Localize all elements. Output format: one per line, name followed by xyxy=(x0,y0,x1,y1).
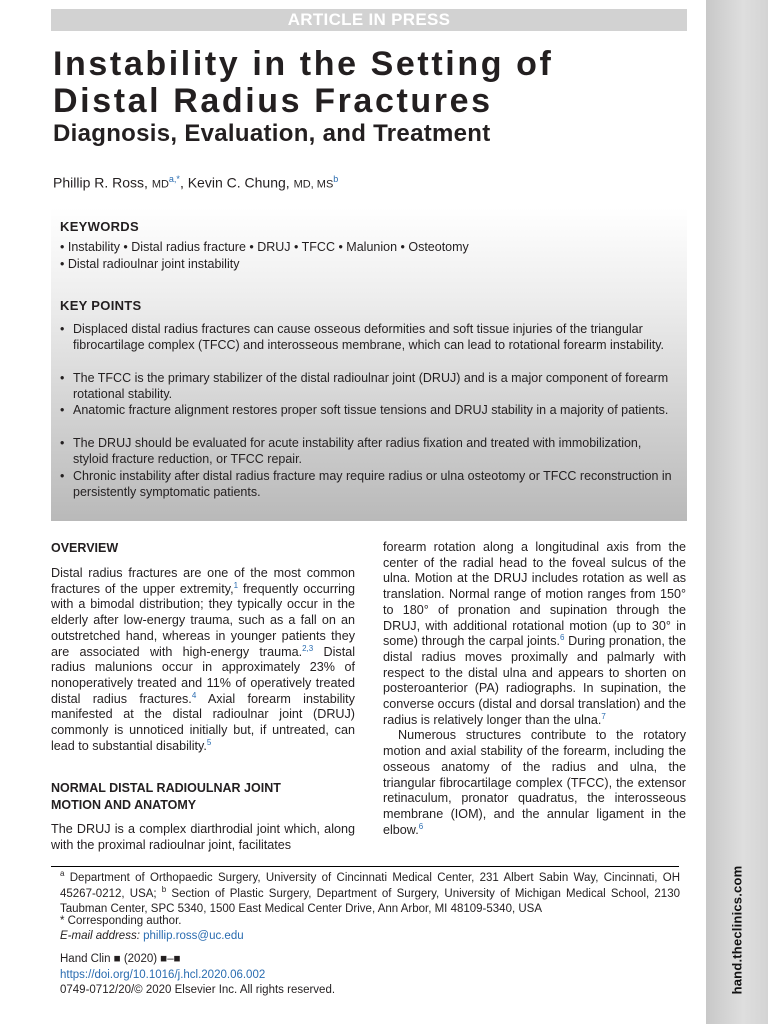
overview-paragraph xyxy=(51,566,355,754)
bullet-marker: • xyxy=(60,469,65,483)
reference-link[interactable]: 6 xyxy=(560,633,565,643)
authors-line xyxy=(53,174,338,191)
key-point-5 xyxy=(60,469,672,500)
bullet-marker: • xyxy=(60,403,65,417)
right-paragraph-1 xyxy=(383,540,686,728)
key-point-4 xyxy=(60,436,672,467)
affiliation-b-text: Section of Plastic Surgery, Department of Surgery, University of Michigan Medical School, 2130 Taubman Center, SPC 5340, 1500 East Medical Center Drive, Ann Arbor, MI 48109-5340, USA xyxy=(60,887,680,915)
title-line-2: Distal Radius Fractures xyxy=(53,82,493,120)
key-point-3 xyxy=(60,403,672,419)
reference-link[interactable]: 6 xyxy=(418,821,424,831)
body-text: forearm rotation along a longitudinal axis from the center of the radial head to the foveal sulcus of the ulna. Motion at the DRUJ includes rotation as well as translation. Normal range of motion ranges from 150° to 180° of pronation and supination through the DRUJ, with additional rotational motion (up to 30° in some) through the carpal joints. xyxy=(383,540,686,649)
article-title xyxy=(53,46,693,120)
article-subtitle: Diagnosis, Evaluation, and Treatment xyxy=(53,120,491,147)
bullet-marker: • xyxy=(60,322,65,336)
reference-link[interactable]: 7 xyxy=(601,711,606,721)
affiliation-b-marker: b xyxy=(161,884,167,894)
key-point-2 xyxy=(60,371,672,402)
title-line-1: Instability in the Setting of xyxy=(53,45,554,83)
key-point-1 xyxy=(60,322,672,353)
key-point-text: The DRUJ should be evaluated for acute instability after radius fixation and treated with immobilization, styloid fracture reduction, or TFCC repair. xyxy=(73,436,642,466)
email-link[interactable]: phillip.ross@uc.edu xyxy=(143,930,244,942)
right-column xyxy=(383,540,686,838)
keypoints-heading: KEY POINTS xyxy=(60,298,142,313)
bullet-marker: • xyxy=(60,436,65,450)
key-point-text: Chronic instability after distal radius fracture may require radius or ulna osteotomy or TFCC reconstruction in persistently symptomatic patients. xyxy=(73,469,672,499)
anatomy-heading-line-2: MOTION AND ANATOMY xyxy=(51,797,197,812)
overview-text: Axial forearm instability manifested at the distal radioulnar joint (DRUJ) commonly is unnoticed initially but, if untreated, can lead to substantial disability. xyxy=(51,691,355,753)
footnote-divider xyxy=(51,866,679,867)
citation-block xyxy=(60,952,335,999)
keywords-line-2: • Distal radioulnar joint instability xyxy=(60,257,240,271)
reference-link[interactable]: 5 xyxy=(206,737,212,747)
body-text: Numerous structures contribute to the rotatory motion and axial stability of the forearm, including the osseous anatomy of the radius and ulna, the triangular fibrocartilage complex (TFCC), the extensor retinaculum, pronator quadratus, the interosseous membrane (IOM), and the annular ligament in the elbow. xyxy=(383,728,686,837)
bullet-marker: • xyxy=(60,371,65,385)
author-2-affiliation-link[interactable]: b xyxy=(333,174,339,184)
email-line xyxy=(60,929,680,945)
affiliation-a-marker: a xyxy=(60,869,65,879)
reference-link[interactable]: 4 xyxy=(191,690,197,700)
key-point-text: The TFCC is the primary stabilizer of the distal radioulnar joint (DRUJ) and is a major component of forearm rotational stability. xyxy=(73,371,669,401)
overview-heading: OVERVIEW xyxy=(51,541,119,555)
affiliations-footnote xyxy=(60,871,680,918)
right-paragraph-2 xyxy=(383,728,686,838)
corresponding-author-note: * Corresponding author. xyxy=(60,915,182,927)
doi-link[interactable]: https://doi.org/10.1016/j.hcl.2020.06.002 xyxy=(60,968,266,981)
anatomy-heading-line-1: NORMAL DISTAL RADIOULNAR JOINT xyxy=(51,781,281,795)
journal-citation: Hand Clin ■ (2020) ■–■ xyxy=(60,953,181,965)
reference-link[interactable]: 1 xyxy=(233,580,239,590)
copyright-line: 0749-0712/20/© 2020 Elsevier Inc. All rights reserved. xyxy=(60,984,336,996)
overview-text: Distal radius fractures are one of the most common fractures of the upper extremity, xyxy=(51,566,355,596)
author-1-affiliation-link[interactable]: a,* xyxy=(168,174,180,184)
author-2-name: , Kevin C. Chung, xyxy=(179,174,294,191)
key-point-text: Anatomic fracture alignment restores proper soft tissue tensions and DRUJ stability in a majority of patients. xyxy=(73,403,669,417)
author-1-degree: MD xyxy=(151,178,169,191)
author-1-name: Phillip R. Ross, xyxy=(53,174,152,191)
keywords-heading: KEYWORDS xyxy=(60,219,139,234)
email-label: E-mail address: xyxy=(60,930,144,942)
anatomy-text: The DRUJ is a complex diarthrodial joint which, along with the proximal radioulnar joint, facilitates xyxy=(51,822,355,852)
overview-text: frequently occurring with a bimodal distribution; they typically occur in the elderly after low-energy trauma, such as a fall on an outstretched hand, whereas in younger patients they are associated with high-energy trauma. xyxy=(51,581,355,659)
affiliation-a-text: Department of Orthopaedic Surgery, University of Cincinnati Medical Center, 231 Albert Sabin Way, Cincinnati, OH 45267-0212, USA; xyxy=(60,872,680,900)
author-2-degree: MD, MS xyxy=(293,178,334,191)
anatomy-heading xyxy=(51,780,281,813)
keywords-line-1: • Instability • Distal radius fracture • DRUJ • TFCC • Malunion • Osteotomy xyxy=(60,240,469,254)
article-in-press-banner: ARTICLE IN PRESS xyxy=(51,9,687,31)
overview-text: Distal radius malunions occur in approximately 23% of nonoperatively treated and 11% of operatively treated distal radius fractures. xyxy=(51,644,355,706)
reference-link[interactable]: 2,3 xyxy=(302,643,314,653)
journal-site-label: hand.theclinics.com xyxy=(729,865,745,995)
anatomy-paragraph xyxy=(51,822,355,853)
body-text: During pronation, the distal radius moves proximally and palmarly with respect to the distal ulna and appears to shorten on posteroanterior (PA) radiographs. In supination, the converse occurs (distal and dorsal translation) and the radius is relatively longer than the ulna. xyxy=(383,634,687,727)
key-point-text: Displaced distal radius fractures can cause osseous deformities and soft tissue injuries of the triangular fibrocartilage complex (TFCC) and interosseous membrane, which can lead to rotational forearm instability. xyxy=(73,322,664,352)
